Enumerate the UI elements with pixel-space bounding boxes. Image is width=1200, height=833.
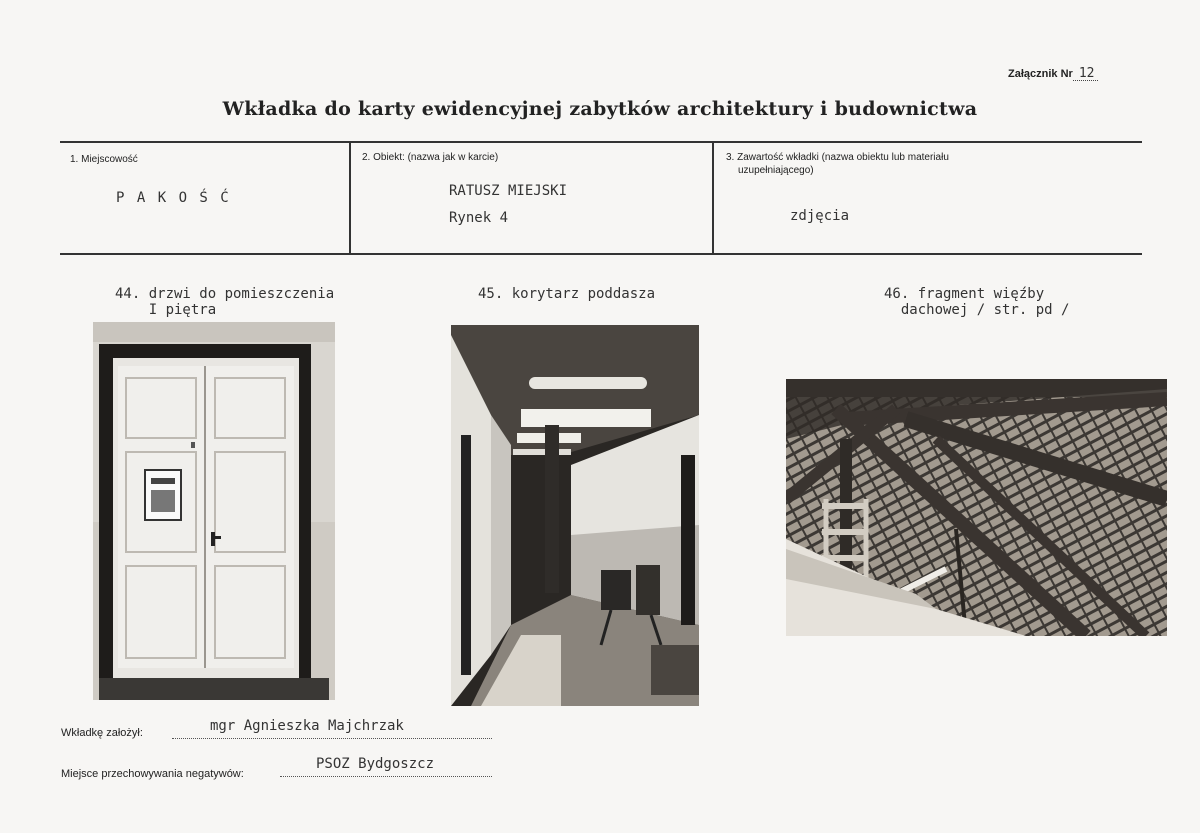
object-address: Rynek 4 xyxy=(449,210,509,226)
top-rule xyxy=(60,141,1142,143)
annex-value: 12 xyxy=(1078,66,1095,81)
photo-door xyxy=(93,322,335,700)
storage-dotline xyxy=(280,776,492,777)
photo-roof-truss xyxy=(786,379,1167,636)
storage-label: Miejsce przechowywania negatywów: xyxy=(61,768,244,780)
contents-label xyxy=(726,151,949,177)
object-name: RATUSZ MIEJSKI xyxy=(449,183,568,199)
author-value: mgr Agnieszka Majchrzak xyxy=(210,718,404,734)
column-divider-2 xyxy=(712,143,714,254)
photo-44-caption xyxy=(115,286,334,318)
contents-label-line-2: uzupełniającego) xyxy=(738,165,814,176)
storage-value: PSOZ Bydgoszcz xyxy=(316,756,435,772)
annex-number xyxy=(1008,66,1098,81)
photo-46-caption-line-2: dachowej / str. pd / xyxy=(884,302,1070,318)
bottom-rule xyxy=(60,253,1142,255)
author-dotline xyxy=(172,738,492,739)
place-value: P A K O Ś Ć xyxy=(116,190,231,206)
page-title: Wkładka do karty ewidencyjnej zabytków architektury i budownictwa xyxy=(222,98,978,120)
photo-45-caption-line-1: 45. korytarz poddasza xyxy=(478,286,656,302)
contents-label-line-1: 3. Zawartość wkładki (nazwa obiektu lub materiału xyxy=(726,152,949,163)
place-label: 1. Miejscowość xyxy=(70,154,138,165)
column-divider-1 xyxy=(349,143,351,254)
contents-value: zdjęcia xyxy=(790,208,850,224)
photo-46-caption xyxy=(884,286,1069,318)
annex-label: Załącznik Nr xyxy=(1008,68,1073,80)
photo-44-caption-line-1: 44. drzwi do pomieszczenia xyxy=(115,286,335,302)
photo-corridor xyxy=(451,325,699,706)
photo-46-caption-line-1: 46. fragment więźby xyxy=(884,286,1045,302)
photo-45-caption xyxy=(478,286,655,302)
photo-44-caption-line-2: I piętra xyxy=(115,302,217,318)
object-label: 2. Obiekt: (nazwa jak w karcie) xyxy=(362,152,499,163)
author-label: Wkładkę założył: xyxy=(61,727,143,739)
